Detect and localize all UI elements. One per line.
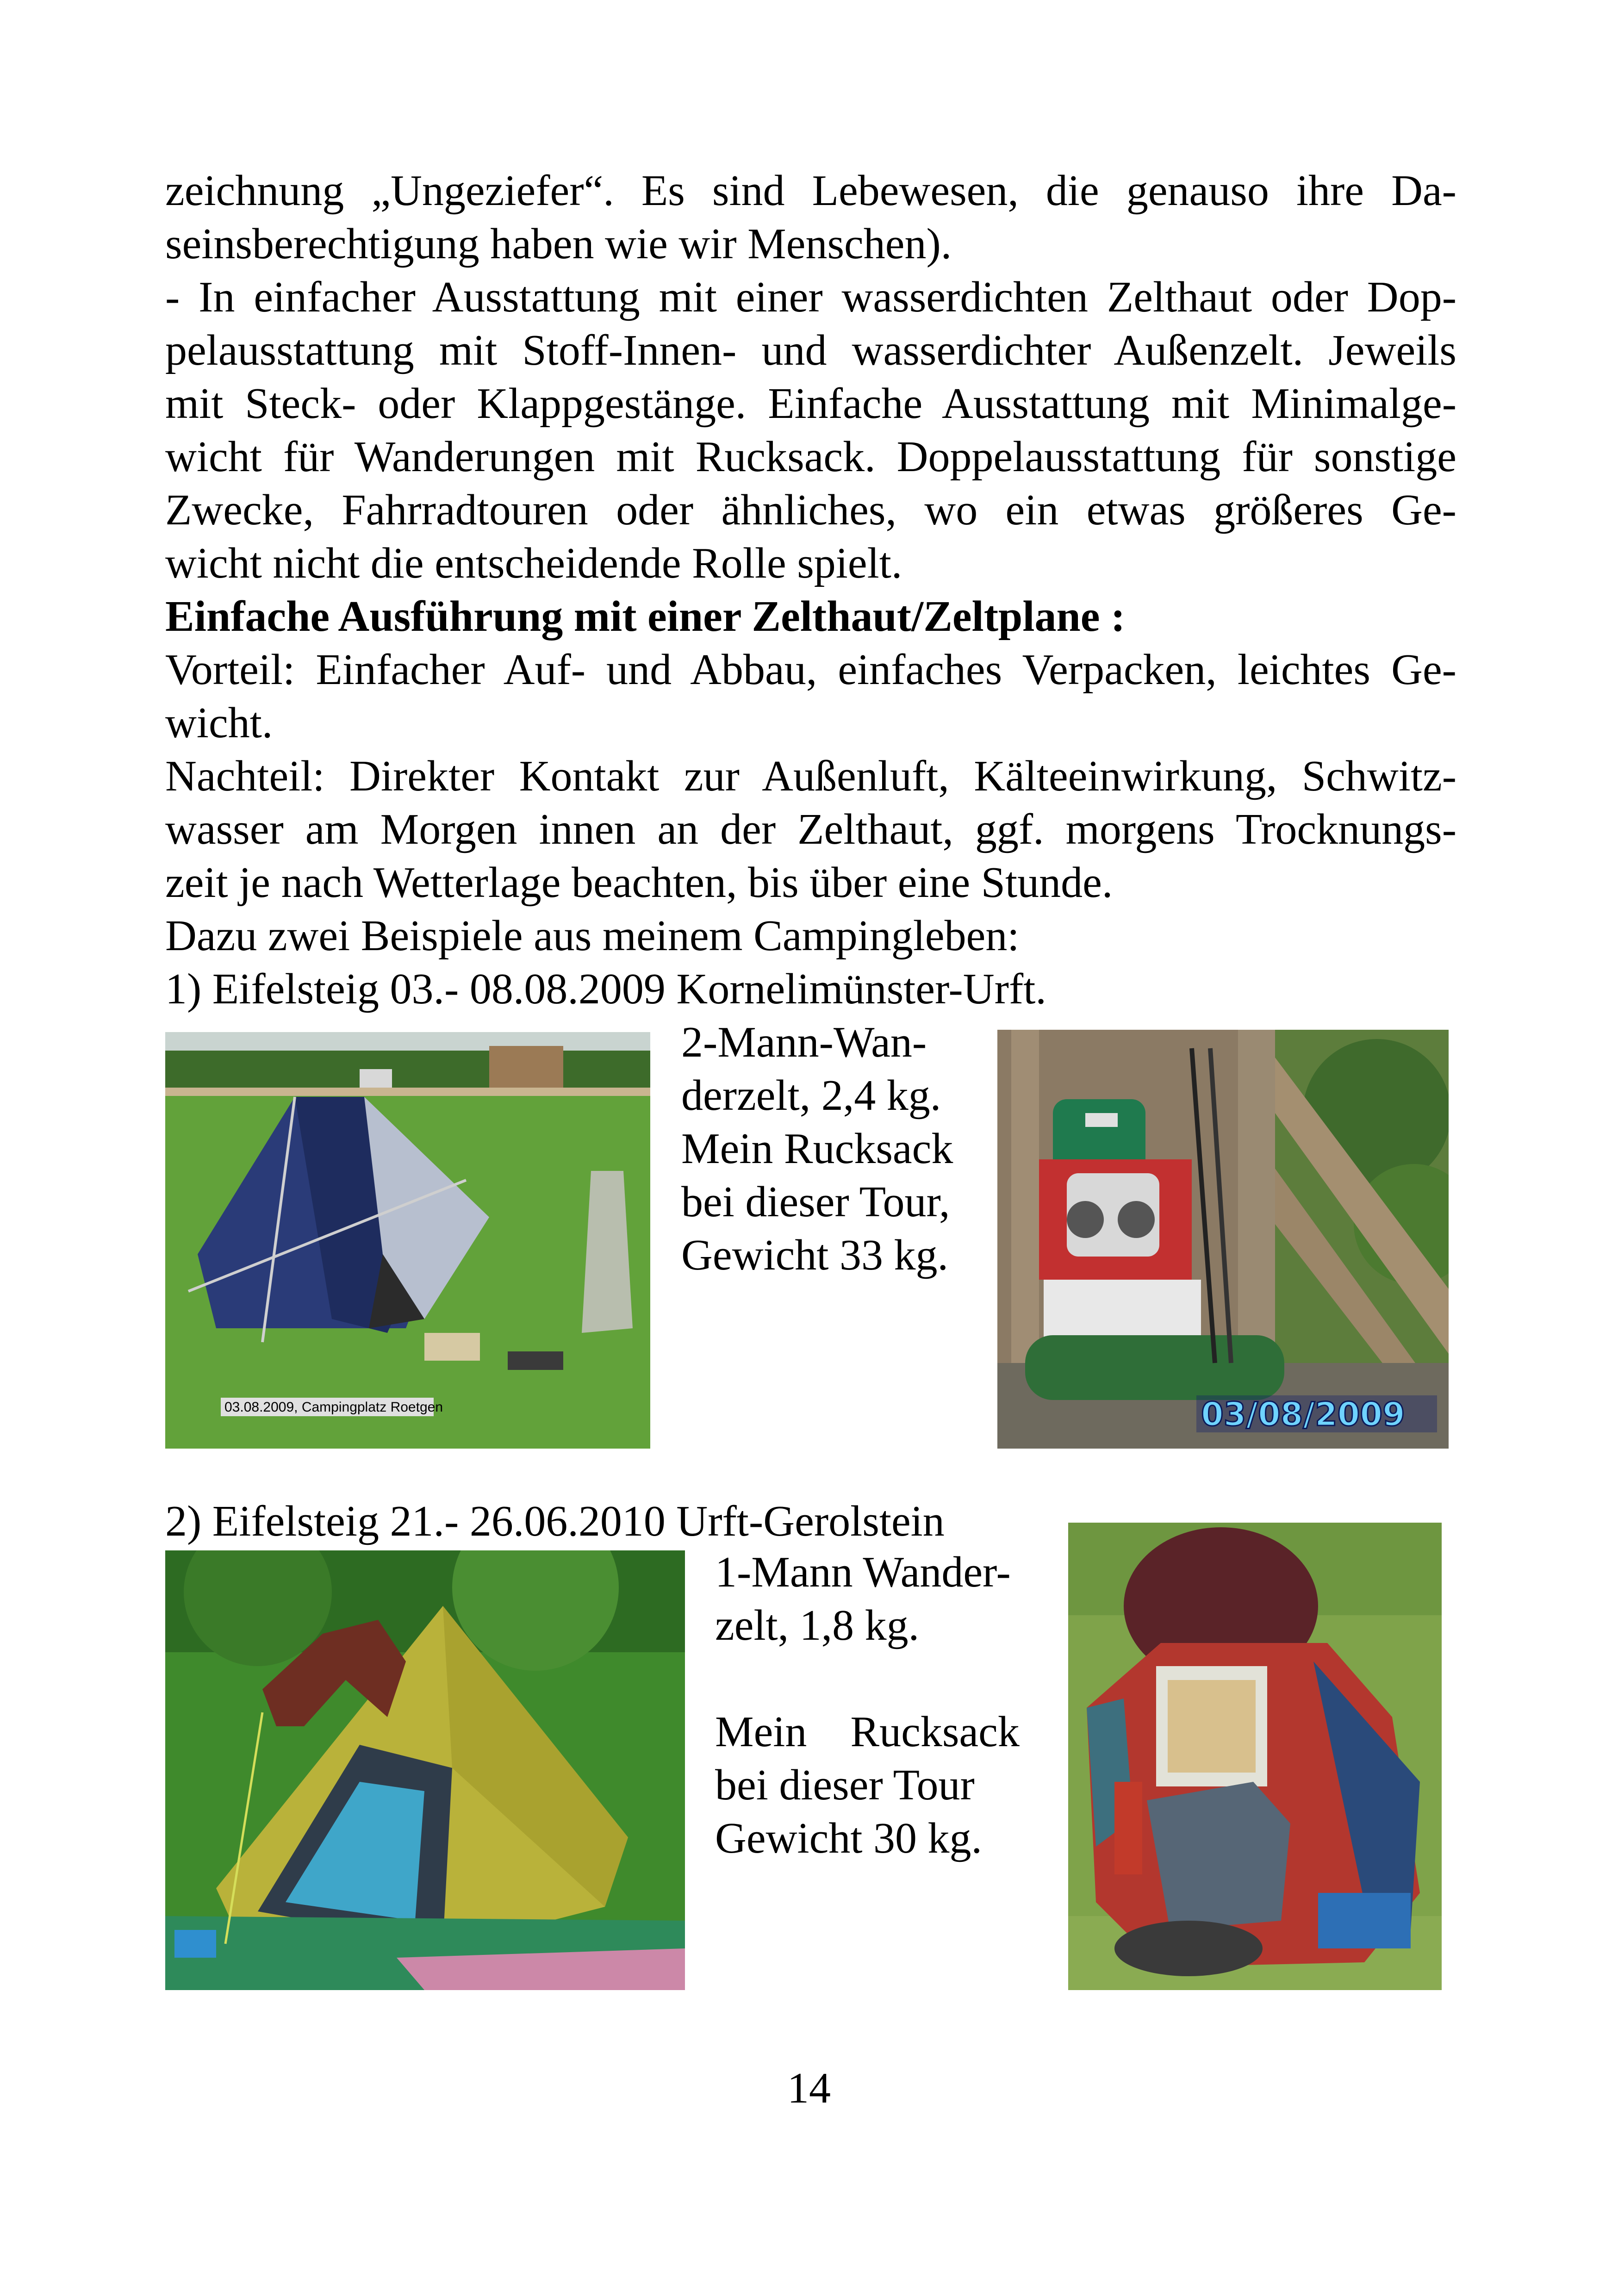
body-line-3: - In einfacher Ausstattung mit einer wasserdichten Zelthaut oder Dop-	[165, 273, 1456, 321]
advantage-line-1: Vorteil: Einfacher Auf- und Abbau, einfaches Verpacken, leichtes Ge-	[165, 646, 1456, 694]
body-line-7: Zwecke, Fahrradtouren oder ähnliches, wo ein etwas größeres Ge-	[165, 486, 1456, 534]
example-1-caption-line-4: bei dieser Tour,	[681, 1178, 950, 1226]
page-number: 14	[787, 2064, 831, 2112]
example-2-caption-line-5: Gewicht 30 kg.	[715, 1814, 982, 1862]
disadvantage-line-1: Nachteil: Direkter Kontakt zur Außenluft, Kälteeinwirkung, Schwitz-	[165, 752, 1456, 800]
example-1-caption-line-3: Mein Rucksack	[681, 1125, 953, 1173]
section-heading: Einfache Ausführung mit einer Zelthaut/Zeltplane :	[165, 592, 1126, 641]
example-1-caption-line-1: 2-Mann-Wan-	[681, 1018, 927, 1066]
photo-backpack-2009	[997, 1030, 1449, 1449]
example-1-caption-line-2: derzelt, 2,4 kg.	[681, 1071, 941, 1120]
body-line-1: zeichnung „Ungeziefer“. Es sind Lebewesen, die genauso ihre Da-	[165, 167, 1456, 215]
example-2-caption-line-4: bei dieser Tour	[715, 1761, 975, 1809]
body-line-5: mit Steck- oder Klappgestänge. Einfache Ausstattung mit Minimalge-	[165, 380, 1456, 428]
example-1-title: 1) Eifelsteig 03.- 08.08.2009 Kornelimünster-Urft.	[165, 965, 1046, 1013]
examples-intro: Dazu zwei Beispiele aus meinem Campingleben:	[165, 912, 1020, 960]
example-2-title: 2) Eifelsteig 21.- 26.06.2010 Urft-Gerolstein	[165, 1497, 945, 1545]
photo-2-date: 03/08/2009	[1201, 1395, 1405, 1433]
example-2-caption-line-2: zelt, 1,8 kg.	[715, 1601, 920, 1649]
disadvantage-line-2: wasser am Morgen innen an der Zelthaut, ggf. morgens Trocknungs-	[165, 805, 1456, 853]
photo-1-person-tent	[165, 1550, 685, 1990]
body-line-8: wicht nicht die entscheidende Rolle spielt.	[165, 539, 902, 587]
photo-2-person-tent	[165, 1032, 650, 1449]
body-line-2: seinsberechtigung haben wie wir Menschen).	[165, 220, 952, 268]
body-line-6: wicht für Wanderungen mit Rucksack. Doppelausstattung für sonstige	[165, 433, 1456, 481]
photo-1-stamp: 03.08.2009, Campingplatz Roetgen	[224, 1400, 443, 1415]
photo-backpack-2010	[1068, 1523, 1442, 1990]
example-2-caption-line-3: Mein Rucksack	[715, 1708, 1020, 1756]
advantage-line-2: wicht.	[165, 699, 273, 747]
body-line-4: pelausstattung mit Stoff-Innen- und wasserdichter Außenzelt. Jeweils	[165, 326, 1456, 374]
example-1-caption-line-5: Gewicht 33 kg.	[681, 1231, 948, 1279]
disadvantage-line-3: zeit je nach Wetterlage beachten, bis über eine Stunde.	[165, 859, 1113, 907]
example-2-caption-line-1: 1-Mann Wander-	[715, 1548, 1011, 1596]
